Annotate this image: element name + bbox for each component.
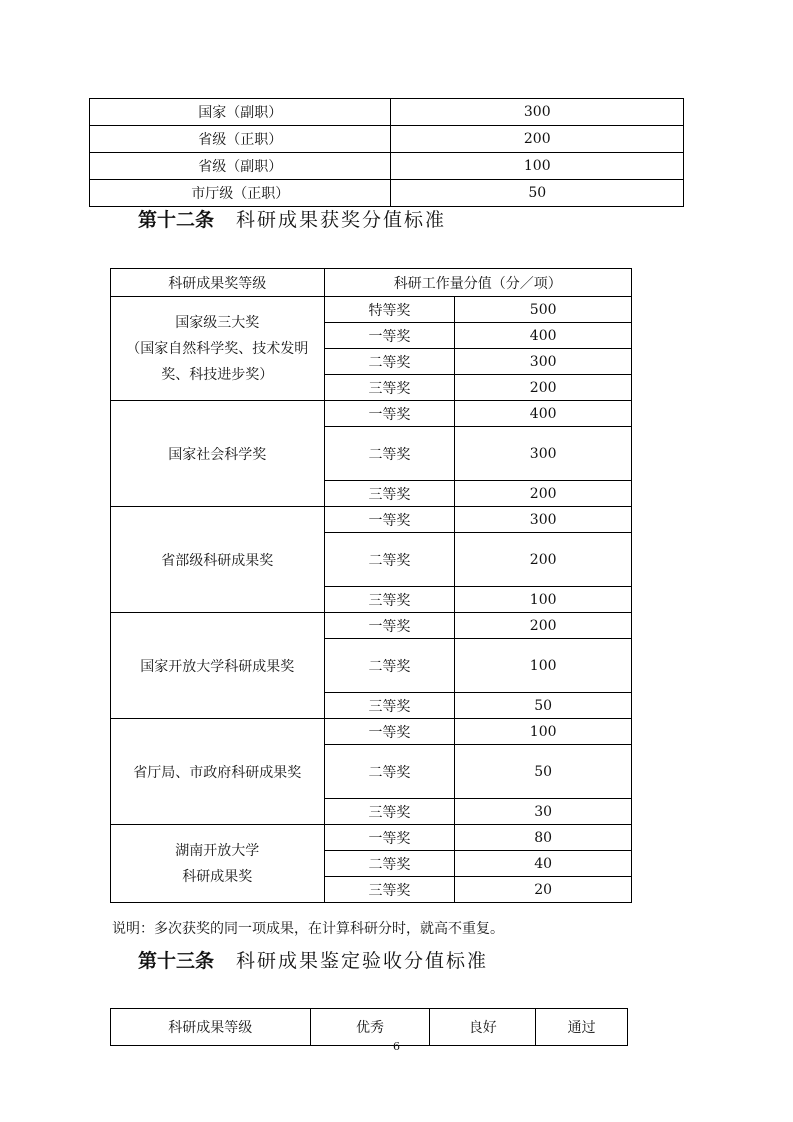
- score-cell: 200: [455, 613, 632, 639]
- score-cell: 200: [455, 481, 632, 507]
- table-note: 说明：多次获奖的同一项成果，在计算科研分时，就高不重复。: [112, 921, 504, 937]
- score-cell: 100: [455, 587, 632, 613]
- award-group-name: [111, 297, 325, 401]
- score-cell: 30: [455, 799, 632, 825]
- score-cell: 40: [455, 851, 632, 877]
- score-cell: 100: [455, 719, 632, 745]
- grade-cell: 特等奖: [324, 297, 455, 323]
- score-cell: 100: [455, 639, 632, 693]
- award-group-name: [111, 719, 325, 825]
- header-cell: 优秀: [310, 1009, 430, 1046]
- award-name-line: 湖南开放大学: [175, 842, 260, 859]
- score-cell: 300: [391, 99, 684, 126]
- table-row: [90, 126, 684, 153]
- table-row: [111, 297, 632, 323]
- level-cell: 国家（副职）: [90, 99, 391, 126]
- award-name-line: 奖、科技进步奖）: [161, 366, 274, 383]
- award-name-line: 国家级三大奖: [175, 314, 260, 331]
- award-group-name: [111, 507, 325, 613]
- article-title: 科研成果鉴定验收分值标准: [236, 950, 489, 972]
- award-score-table: [110, 268, 632, 903]
- award-group-name: [111, 401, 325, 507]
- section-13-heading: [138, 946, 488, 973]
- grade-cell: 二等奖: [324, 349, 455, 375]
- level-cell: 市厅级（正职）: [90, 180, 391, 207]
- score-cell: 400: [455, 323, 632, 349]
- grade-cell: 三等奖: [324, 693, 455, 719]
- table-row: [90, 180, 684, 207]
- award-name-line: 科研成果奖: [182, 868, 253, 885]
- grade-cell: 三等奖: [324, 587, 455, 613]
- grade-cell: 二等奖: [324, 745, 455, 799]
- score-cell: 50: [391, 180, 684, 207]
- grade-cell: 一等奖: [324, 401, 455, 427]
- article-number: 第十二条: [138, 209, 215, 231]
- grade-cell: 一等奖: [324, 323, 455, 349]
- header-award-level: 科研成果奖等级: [111, 269, 325, 297]
- table-row: [111, 613, 632, 639]
- grade-cell: 一等奖: [324, 613, 455, 639]
- score-cell: 20: [455, 877, 632, 903]
- grade-cell: 一等奖: [324, 507, 455, 533]
- header-cell: 科研成果等级: [111, 1009, 311, 1046]
- score-cell: 200: [455, 533, 632, 587]
- score-cell: 50: [455, 693, 632, 719]
- level-cell: 省级（副职）: [90, 153, 391, 180]
- score-cell: 400: [455, 401, 632, 427]
- grade-cell: 一等奖: [324, 825, 455, 851]
- score-cell: 80: [455, 825, 632, 851]
- award-name-line: 省部级科研成果奖: [161, 552, 274, 569]
- score-cell: 100: [391, 153, 684, 180]
- table-row: [111, 507, 632, 533]
- grade-cell: 二等奖: [324, 851, 455, 877]
- grade-cell: 二等奖: [324, 427, 455, 481]
- score-cell: 50: [455, 745, 632, 799]
- grade-cell: 二等奖: [324, 639, 455, 693]
- section-12-heading: [138, 205, 446, 232]
- position-score-table: [89, 98, 684, 207]
- grade-cell: 一等奖: [324, 719, 455, 745]
- award-name-line: 国家开放大学科研成果奖: [140, 658, 295, 675]
- article-number: 第十三条: [138, 950, 215, 972]
- page-number: 6: [393, 1040, 400, 1053]
- table-row: [111, 401, 632, 427]
- award-name-line: （国家自然科学奖、技术发明: [126, 340, 309, 357]
- score-cell: 300: [455, 507, 632, 533]
- score-cell: 200: [391, 126, 684, 153]
- table-row: [90, 153, 684, 180]
- table-header-row: [111, 269, 632, 297]
- award-group-name: [111, 613, 325, 719]
- award-group-name: [111, 825, 325, 903]
- grade-cell: 三等奖: [324, 799, 455, 825]
- grade-cell: 三等奖: [324, 375, 455, 401]
- level-cell: 省级（正职）: [90, 126, 391, 153]
- table-row: [111, 825, 632, 851]
- score-cell: 300: [455, 427, 632, 481]
- score-cell: 300: [455, 349, 632, 375]
- award-name-line: 省厅局、市政府科研成果奖: [133, 764, 302, 781]
- score-cell: 200: [455, 375, 632, 401]
- table-row: [90, 99, 684, 126]
- header-score: 科研工作量分值（分／项）: [324, 269, 631, 297]
- grade-cell: 二等奖: [324, 533, 455, 587]
- header-cell: 良好: [430, 1009, 536, 1046]
- grade-cell: 三等奖: [324, 481, 455, 507]
- score-cell: 500: [455, 297, 632, 323]
- table-row: [111, 719, 632, 745]
- award-name-line: 国家社会科学奖: [168, 446, 267, 463]
- grade-cell: 三等奖: [324, 877, 455, 903]
- header-cell: 通过: [536, 1009, 628, 1046]
- article-title: 科研成果获奖分值标准: [236, 209, 447, 231]
